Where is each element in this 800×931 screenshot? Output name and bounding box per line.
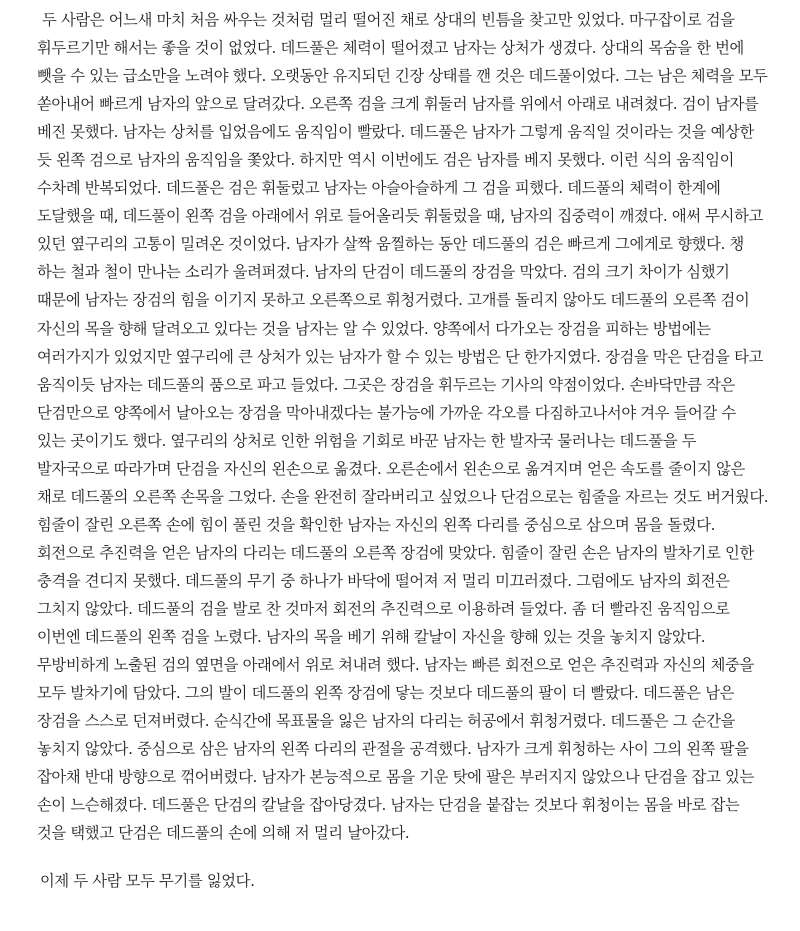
story-paragraph-1: 두 사람은 어느새 마치 처음 싸우는 것처럼 멀리 떨어진 채로 상대의 빈틈을 찾고만 있었다. 마구잡이로 검을 휘두르기만 해서는 좋을 것이 없었다. 데드풀은 체력이 떨어졌고 남자는 상처가 생겼다. 상대의 목숨을 한 번에 뺏을 수 있는 급소만을 노려야 했다. 오랫동안 유지되던 긴장 상태를 깬 것은 데드풀이었다. 그는 남은 체력을 모두 쏟아내어 빠르게 남자의 앞으로 달려갔다. 오른쪽 검을 크게 휘둘러 남자를 위에서 아래로 내려쳤다. 검이 남자를 베진 못했다. 남자는 상처를 입었음에도 움직임이 빨랐다. 데드풀은 남자가 그렇게 움직일 것이라는 것을 예상한 듯 왼쪽 검으로 남자의 움직임을 쫓았다. 하지만 역시 이번에도 검은 남자를 베지 못했다. 이런 식의 움직임이 수차례 반복되었다. 데드풀은 검은 휘둘렀고 남자는 아슬아슬하게 그 검을 피했다. 데드풀의 체력이 한계에 도달했을 때, 데드풀이 왼쪽 검을 아래에서 위로 들어올리듯 휘둘렀을 때, 남자의 집중력이 깨졌다. 애써 무시하고 있던 옆구리의 고통이 밀려온 것이었다. 남자가 살짝 움찔하는 동안 데드풀의 검은 빠르게 그에게로 향했다. 챙 하는 철과 철이 만나는 소리가 울려퍼졌다. 남자의 단검이 데드풀의 장검을 막았다. 검의 크기 차이가 심했기 때문에 남자는 장검의 힘을 이기지 못하고 오른쪽으로 휘청거렸다. 고개를 돌리지 않아도 데드풀의 오른쪽 검이 자신의 목을 향해 달려오고 있다는 것을 남자는 알 수 있었다. 양쪽에서 다가오는 장검을 피하는 방법에는 여러가지가 있었지만 옆구리에 큰 상처가 있는 남자가 할 수 있는 방법은 단 한가지였다. 장검을 막은 단검을 타고 움직이듯 남자는 데드풀의 품으로 파고 들었다. 그곳은 장검을 휘두르는 기사의 약점이었다. 손바닥만큼 작은 단검만으로 양쪽에서 날아오는 장검을 막아내겠다는 불가능에 가까운 각오를 다짐하고나서야 겨우 들어갈 수 있는 곳이기도 했다. 옆구리의 상처로 인한 위험을 기회로 바꾼 남자는 한 발자국 물러나는 데드풀을 두 발자국으로 따라가며 단검을 자신의 왼손으로 옮겼다. 오른손에서 왼손으로 옮겨지며 얻은 속도를 줄이지 않은 채로 데드풀의 오른쪽 손목을 그었다. 손을 완전히 잘라버리고 싶었으나 단검으로는 힘줄을 자르는 것도 버거웠다. 힘줄이 잘린 오른쪽 손에 힘이 풀린 것을 확인한 남자는 자신의 왼쪽 다리를 중심으로 삼으며 몸을 돌렸다. 회전으로 추진력을 얻은 남자의 다리는 데드풀의 오른쪽 장검에 맞았다. 힘줄이 잘린 손은 남자의 발차기로 인한 충격을 견디지 못했다. 데드풀의 무기 중 하나가 바닥에 떨어져 저 멀리 미끄러졌다. 그럼에도 남자의 회전은 그치지 않았다. 데드풀의 검을 발로 찬 것마저 회전의 추진력으로 이용하려 들었다. 좀 더 빨라진 움직임으로 이번엔 데드풀의 왼쪽 검을 노렸다. 남자의 목을 베기 위해 칼날이 자신을 향해 있는 것을 놓치지 않았다. 무방비하게 노출된 검의 옆면을 아래에서 위로 쳐내려 했다. 남자는 빠른 회전으로 얻은 추진력과 자신의 체중을 모두 발차기에 담았다. 그의 발이 데드풀의 왼쪽 장검에 닿는 것보다 데드풀의 팔이 더 빨랐다. 데드풀은 남은 장검을 스스로 던져버렸다. 순식간에 목표물을 잃은 남자의 다리는 허공에서 휘청거렸다. 데드풀은 그 순간을 놓치지 않았다. 중심으로 삼은 남자의 왼쪽 다리의 관절을 공격했다. 남자가 크게 휘청하는 사이 그의 왼쪽 팔을 잡아채 반대 방향으로 꺾어버렸다. 남자가 본능적으로 몸을 기운 탓에 팔은 부러지지 않았으나 단검을 잡고 있는 손이 느슨해졌다. 데드풀은 단검의 칼날을 잡아당겼다. 남자는 단검을 붙잡는 것보다 휘청이는 몸을 바로 잡는 것을 택했고 단검은 데드풀의 손에 의해 저 멀리 날아갔다. [37,11,769,843]
story-paragraph-2: 이제 두 사람 모두 무기를 잃었다. [40,872,255,891]
